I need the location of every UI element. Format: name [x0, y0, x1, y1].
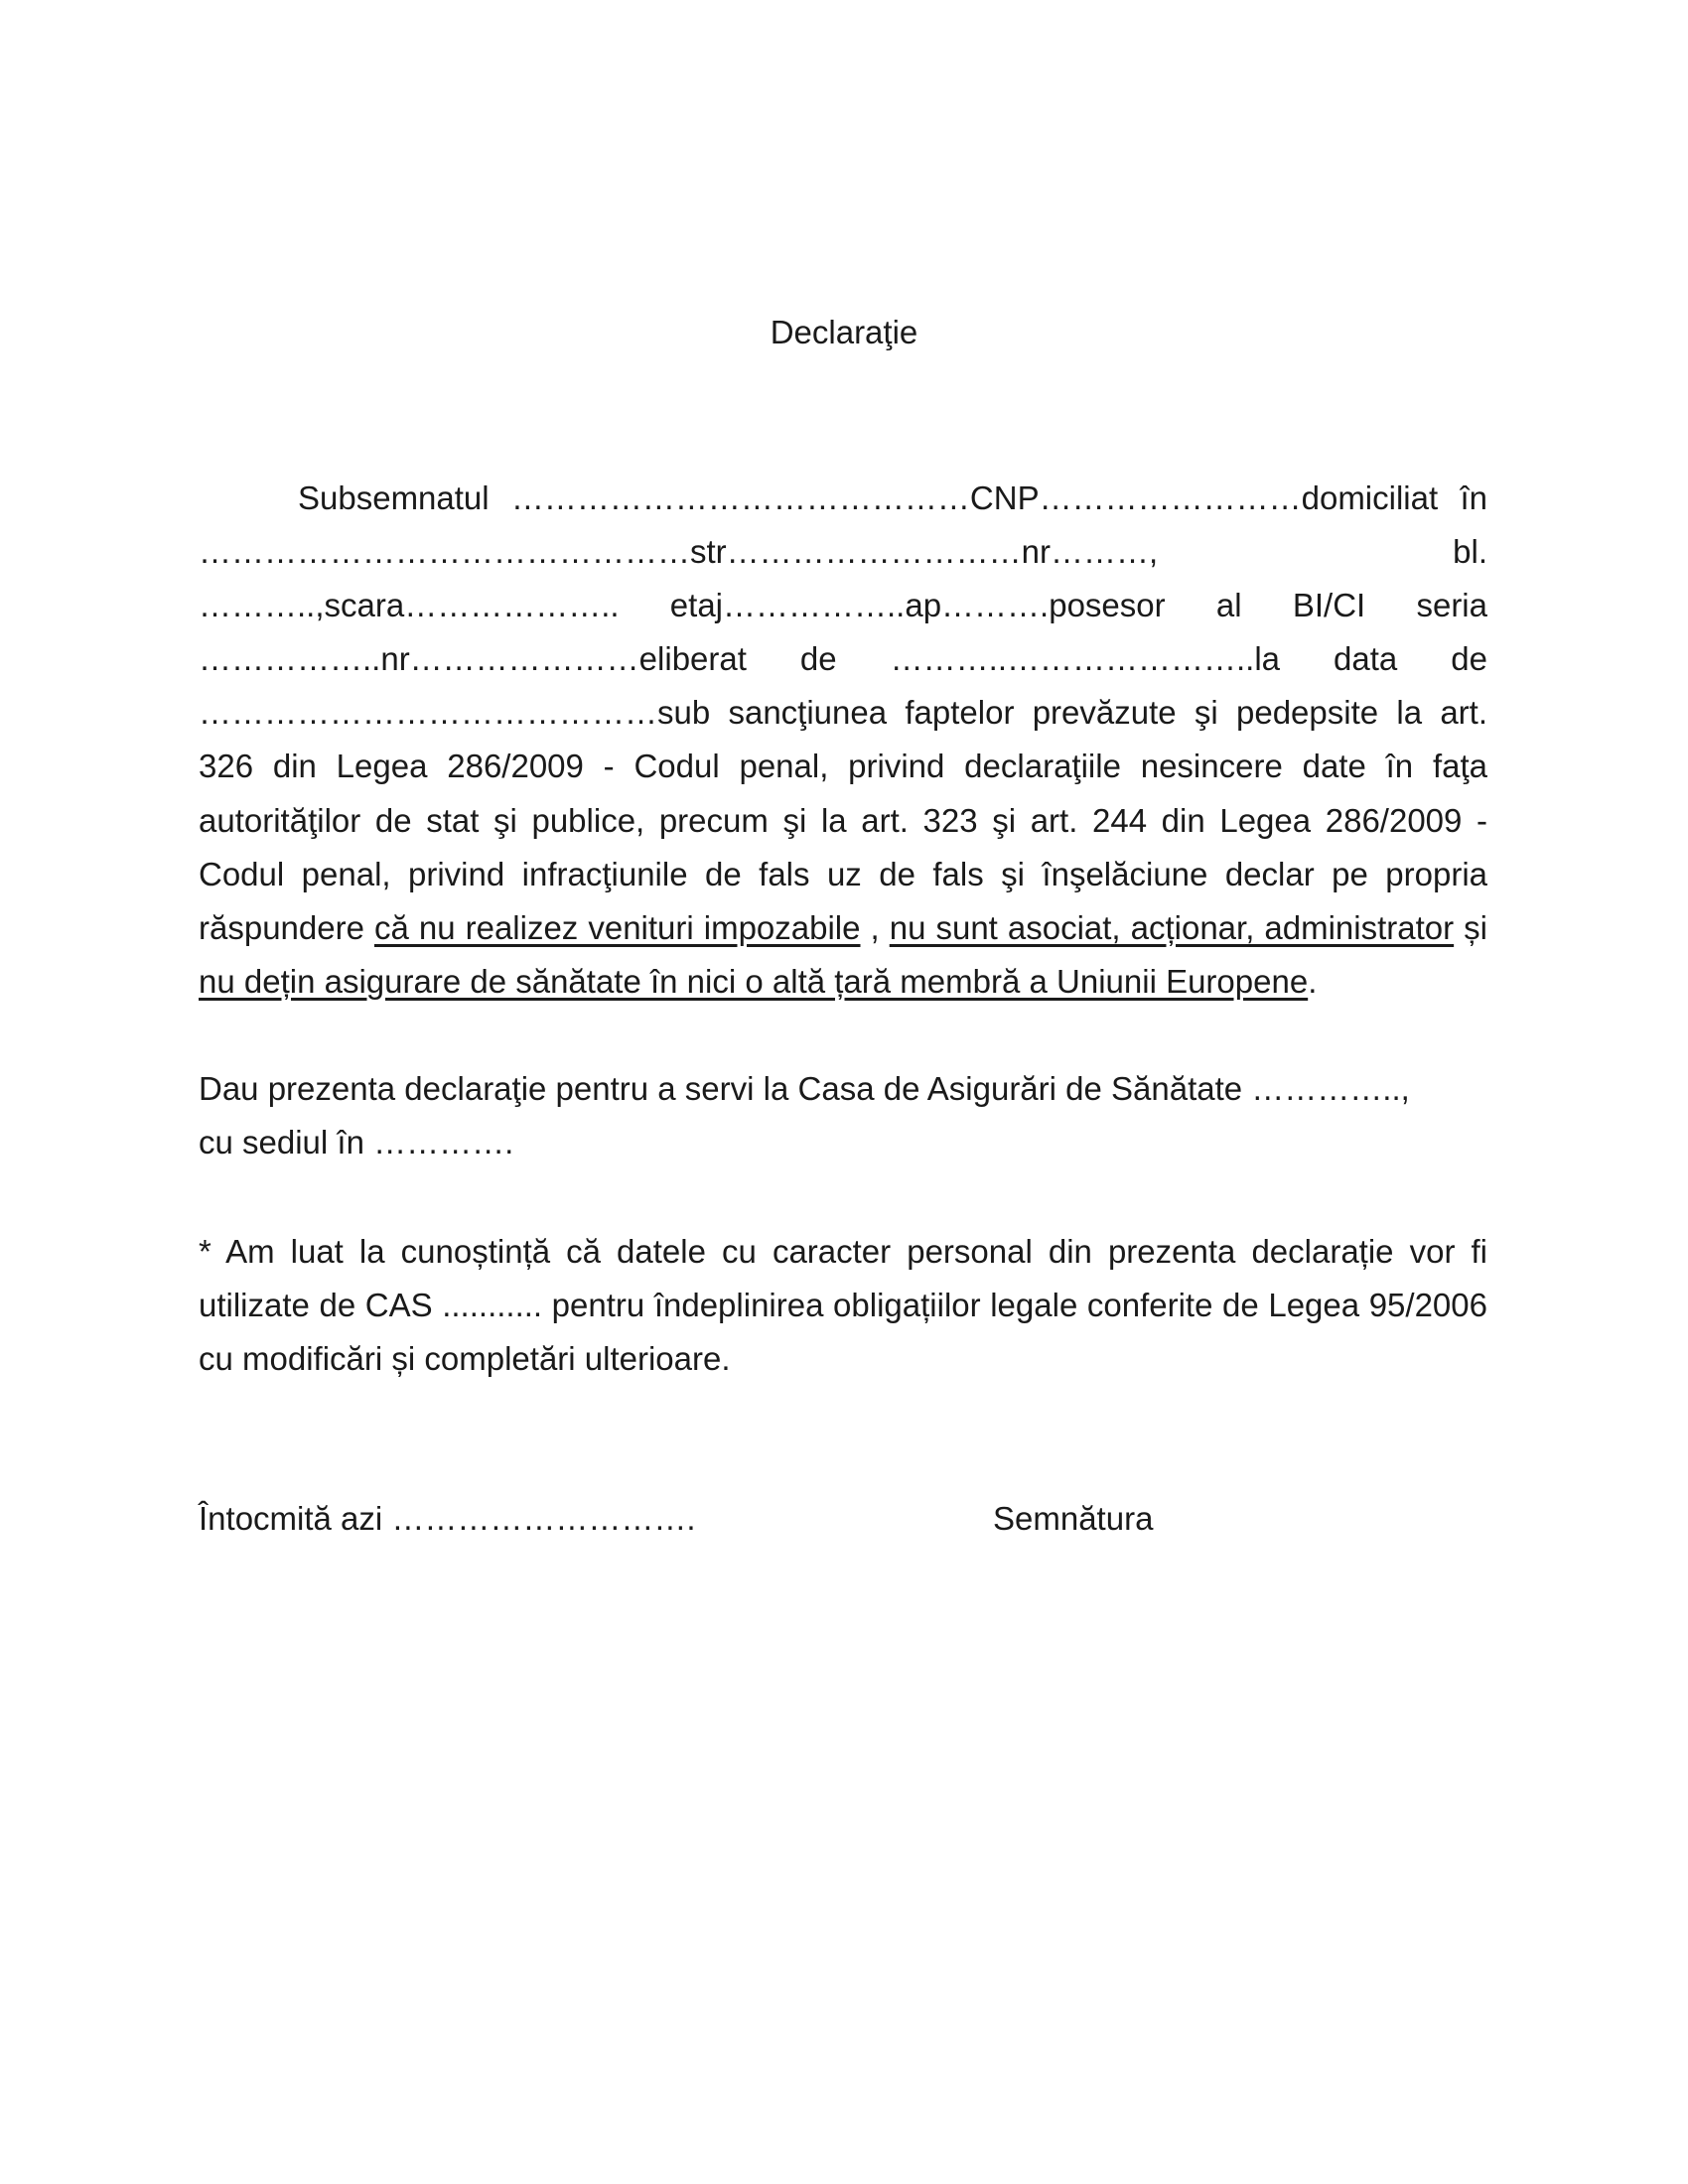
date-field-label: Întocmită azi ………………………. [199, 1500, 696, 1537]
headquarters-line: cu sediul în …………. [199, 1124, 514, 1160]
gdpr-notice-paragraph: * Am luat la cunoștință că datele cu caracter personal din prezenta declarație vor fi utilizate de CAS ........... pentru îndeplinirea obligațiilor legale conferite de Legea 95/2006 cu modificări și completări ulterioare. [199, 1233, 1487, 1377]
underlined-statement-income: că nu realizez venituri impozabile [373, 908, 861, 946]
separator-text: și [1454, 908, 1487, 946]
underlined-statement-associate: nu sunt asociat, acționar, administrator [889, 908, 1455, 946]
purpose-paragraph [199, 1062, 1487, 1169]
separator-text: , [860, 908, 890, 946]
signature-label: Semnătura [993, 1500, 1154, 1537]
document-title: Declaraţie [770, 314, 918, 350]
declaration-intro-text: Subsemnatul ……………………………………CNP……………………domiciliat în ………………………………………str………………………nr………, bl. ………..,scara……………….. etaj……………..ap……….posesor al BI/CI seria ……………..nr…………………eliberat de ………..…………………..la data de ……………………………………sub sancţiunea faptelor prevăzute şi pedepsite la art. 326 din Legea 286/2009 - Codul penal, privind declaraţiile nesincere date în faţa autorităţilor de stat şi publice, precum şi la art. 323 şi art. 244 din Legea 286/2009 - Codul penal, privind infracţiunile de fals uz de fals şi înşelăciune declar pe propria răspundere [199, 479, 1487, 946]
declaration-main-paragraph [199, 472, 1487, 1009]
purpose-line: Dau prezenta declaraţie pentru a servi la Casa de Asigurări de Sănătate ………….., [199, 1070, 1410, 1107]
underlined-statement-insurance: nu dețin asigurare de sănătate în nici o altă țară membră a Uniunii Europene [199, 962, 1309, 1000]
paragraph-end: . [1308, 962, 1318, 1000]
